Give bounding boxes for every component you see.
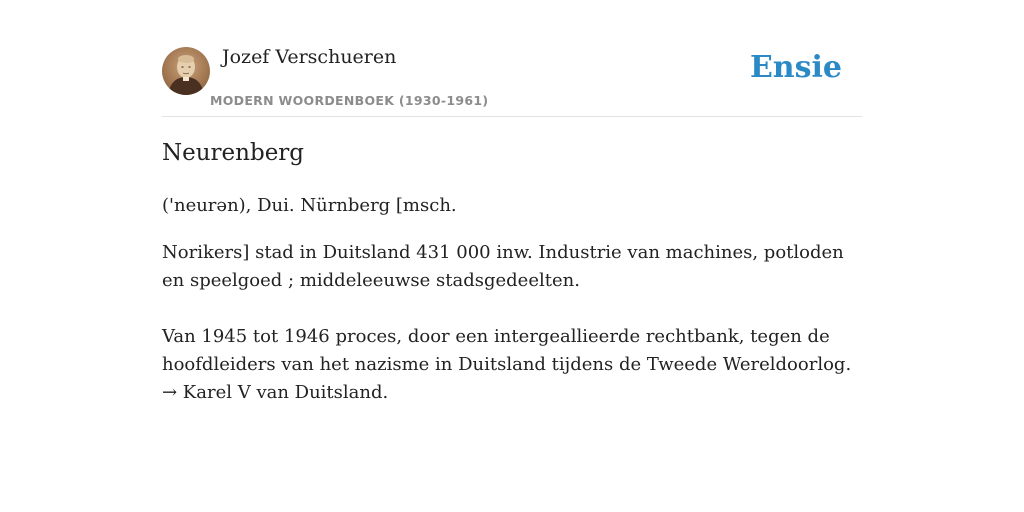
author-name[interactable]: Jozef Verschueren (222, 46, 397, 68)
brand-logo[interactable]: Ensie (749, 50, 842, 85)
entry-body (162, 192, 862, 407)
author-avatar[interactable] (162, 47, 210, 95)
entry-title: Neurenberg (162, 140, 305, 166)
entry-pronunciation: ('neurən), Dui. Nürnberg [msch. (162, 195, 457, 216)
author-portrait-icon (162, 47, 210, 95)
entry-paragraph: Norikers] stad in Duitsland 431 000 inw. Industrie van machines, potloden en speelgoed ; middeleeuwse stadsgedeelten. (162, 242, 844, 291)
source-name[interactable]: MODERN WOORDENBOEK (1930-1961) (210, 93, 489, 108)
entry-header (162, 46, 862, 117)
entry-paragraph-2: Van 1945 tot 1946 proces, door een intergeallieerde rechtbank, tegen de hoofdleiders van het nazisme in Duitsland tijdens de Tweede Wereldoorlog. → Karel V van Duitsland. (162, 326, 852, 403)
